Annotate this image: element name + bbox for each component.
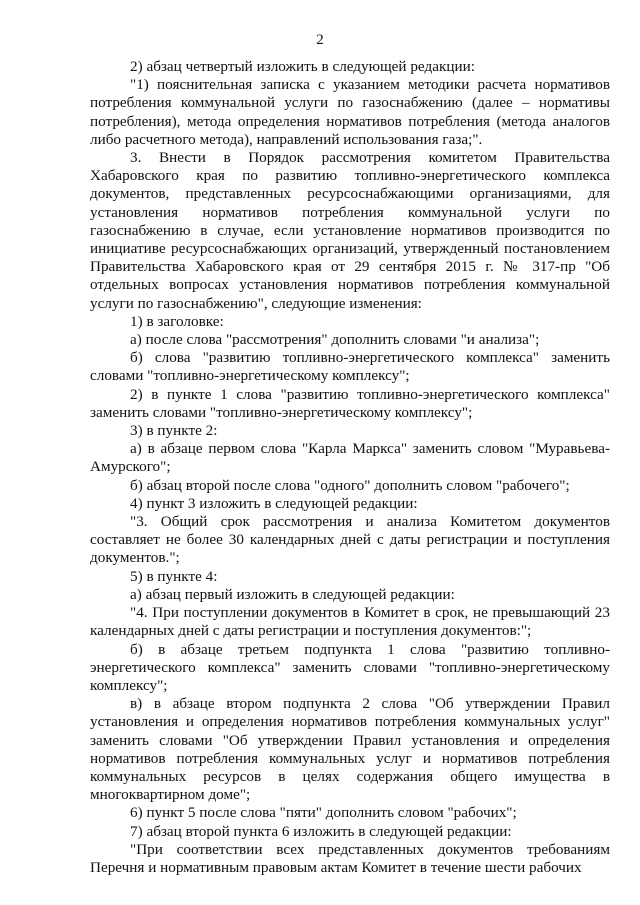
page-number: 2	[316, 32, 324, 48]
paragraph: 3) в пункте 2:	[130, 422, 218, 440]
paragraph: б) слова "развитию топливно-энергетического комплекса" заменить словами "топливно-энергетическому комплексу";	[90, 349, 610, 385]
paragraph: 6) пункт 5 после слова "пяти" дополнить словом "рабочих";	[130, 804, 517, 822]
paragraph: 7) абзац второй пункта 6 изложить в следующей редакции:	[130, 822, 512, 840]
document-body	[90, 58, 610, 877]
paragraph: 2) в пункте 1 слова "развитию топливно-энергетического комплекса" заменить словами "топливно-энергетическому комплексу";	[90, 385, 610, 421]
paragraph: 4) пункт 3 изложить в следующей редакции:	[130, 494, 418, 512]
paragraph: "3. Общий срок рассмотрения и анализа Комитетом документов составляет не более 30 календарных дней с даты регистрации и поступления документов.";	[90, 513, 610, 567]
paragraph: б) в абзаце третьем подпункта 1 слова "развитию топливно-энергетического комплекса" заменить словами "топливно-энергетическому комплексу";	[90, 640, 610, 694]
paragraph: в) в абзаце втором подпункта 2 слова "Об утверждении Правил установления и определения нормативов потребления коммунальных услуг" заменить словами "Об утверждении Правил установления и определения нормативов потребления коммунальных услуг и нормативов потребления коммунальных ресурсов в целях содержания общего имущества в многоквартирном доме";	[90, 695, 610, 804]
paragraph: 5) в пункте 4:	[130, 567, 218, 585]
paragraph: а) абзац первый изложить в следующей редакции:	[130, 585, 455, 603]
paragraph: 1) в заголовке:	[130, 312, 224, 330]
paragraph: 3. Внести в Порядок рассмотрения комитетом Правительства Хабаровского края по развитию топливно-энергетического комплекса документов, представленных ресурсоснабжающими организациями, для установления нормативов потребления коммунальной услуги по газоснабжению в случае, если установление нормативов производится по инициативе ресурсоснабжающих организаций, утвержденный постановлением Правительства Хабаровского края от 29 сентября 2015 г. № 317-пр "Об отдельных вопросах установления нормативов потребления коммунальной услуги по газоснабжению", следующие изменения:	[90, 149, 610, 312]
paragraph: "При соответствии всех представленных документов требованиям Перечня и нормативным правовым актам Комитет в течение шести рабочих	[90, 840, 610, 876]
paragraph: а) в абзаце первом слова "Карла Маркса" заменить словом "Муравьева-Амурского";	[90, 440, 610, 476]
paragraph: а) после слова "рассмотрения" дополнить словами "и анализа";	[130, 331, 540, 349]
paragraph: "1) пояснительная записка с указанием методики расчета нормативов потребления коммунальной услуги по газоснабжению (далее – нормативы потребления), метода определения нормативов потребления (метода аналогов либо расчетного метода), направлений использования газа;".	[90, 76, 610, 148]
paragraph: 2) абзац четвертый изложить в следующей редакции:	[130, 58, 475, 75]
paragraph: б) абзац второй после слова "одного" дополнить словом "рабочего";	[130, 476, 570, 494]
paragraph: "4. При поступлении документов в Комитет в срок, не превышающий 23 календарных дней с даты регистрации и поступления документов:";	[90, 604, 610, 640]
